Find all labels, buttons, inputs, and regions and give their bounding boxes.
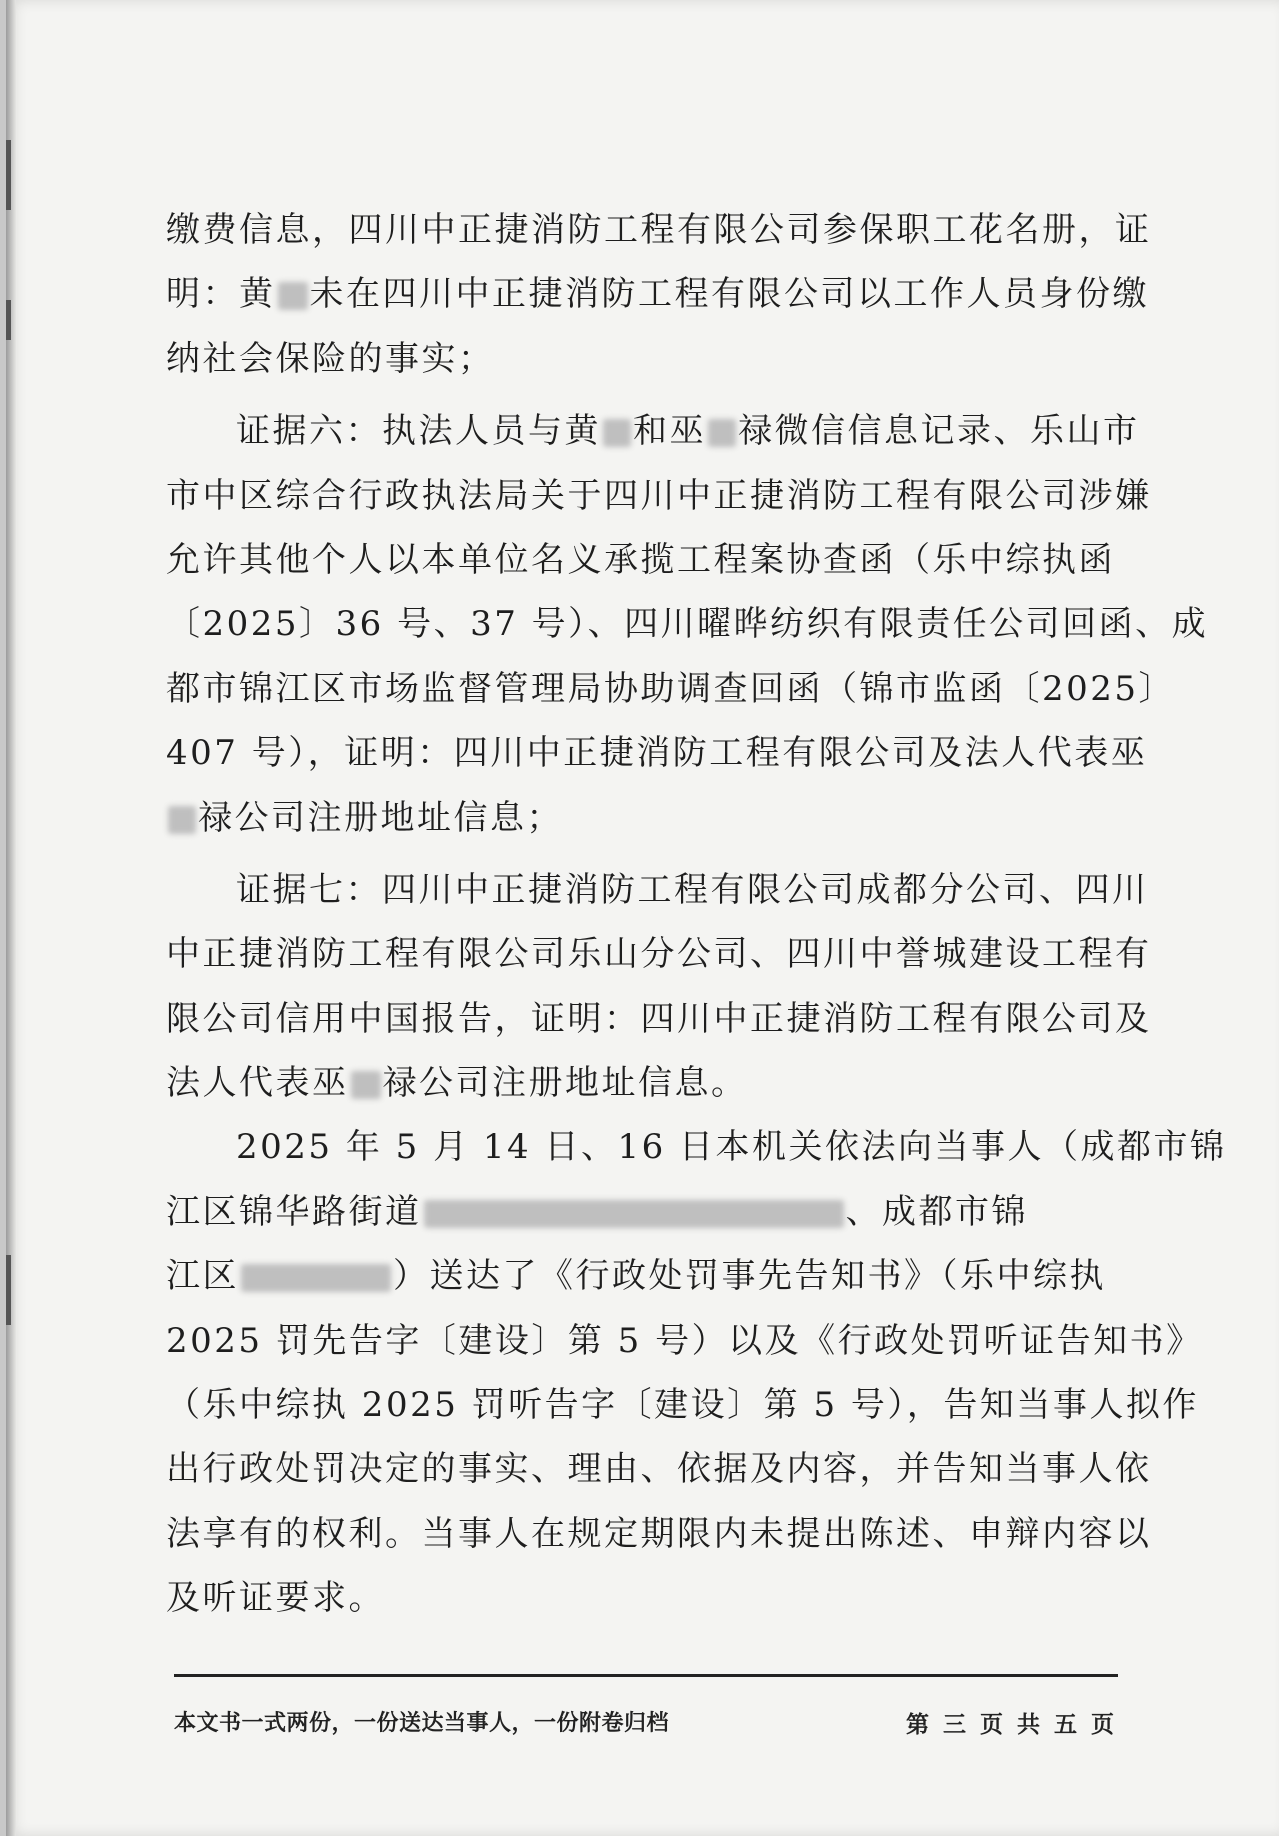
scan-edge-mark [6,140,11,210]
text-fragment: ）送达了《行政处罚事先告知书》（乐中综执 [393,1256,1106,1297]
text-line: 都市锦江区市场监督管理局协助调查回函（锦市监函〔2025〕 [166,668,1176,709]
text-line: 2025 罚先告字〔建设〕第 5 号）以及《行政处罚听证告知书》 [166,1320,1203,1361]
text-fragment: 禄公司注册地址信息。 [382,1063,748,1104]
scan-edge-mark [6,1255,11,1325]
text-fragment: 江区 [166,1256,239,1297]
text-fragment: 明：黄 [166,274,276,315]
text-line: 出行政处罚决定的事实、理由、依据及内容，并告知当事人依 [166,1449,1152,1490]
footer-copies-note: 本文书一式两份，一份送达当事人，一份附卷归档 [174,1711,670,1736]
text-line: 2025 年 5 月 14 日、16 日本机关依法向当事人（成都市锦 [236,1127,1227,1168]
text-line: 〔2025〕36 号、37 号）、四川曜晔纺织有限责任公司回函、成 [166,604,1209,645]
text-fragment: 、成都市锦 [845,1191,1028,1232]
text-fragment: 禄微信信息记录、乐山市 [738,411,1140,452]
scan-edge-mark [6,300,11,340]
text-line [166,1180,1102,1244]
text-fragment: 法人代表巫 [166,1063,349,1104]
text-line [166,786,1102,850]
text-line: 及听证要求。 [166,1578,385,1619]
text-line: 纳社会保险的事实； [166,338,495,379]
document-body [166,198,1227,1631]
redaction-blur [351,1071,381,1099]
text-line: 市中区综合行政执法局关于四川中正捷消防工程有限公司涉嫌 [166,475,1152,516]
text-fragment: 证据六：执法人员与黄 [236,411,601,452]
text-line: 中正捷消防工程有限公司乐山分公司、四川中誉城建设工程有 [166,934,1152,975]
text-line: 允许其他个人以本单位名义承揽工程案协查函（乐中综执函 [166,539,1115,580]
text-fragment: 禄公司注册地址信息； [198,797,563,838]
document-page [6,0,1279,1836]
text-line: 证据七：四川中正捷消防工程有限公司成都分公司、四川 [236,869,1149,910]
redaction-blur [708,419,736,447]
page-left-edge [6,0,16,1836]
text-line: 限公司信用中国报告，证明：四川中正捷消防工程有限公司及 [166,998,1152,1039]
text-fragment: 江区锦华路街道 [166,1191,422,1232]
text-fragment: 和巫 [633,411,706,452]
redaction-blur [603,419,631,447]
text-line: （乐中综执 2025 罚听告字〔建设〕第 5 号），告知当事人拟作 [166,1385,1199,1426]
footer-divider [174,1674,1118,1677]
text-line [166,1244,1106,1308]
text-line: 407 号），证明：四川中正捷消防工程有限公司及法人代表巫 [166,733,1148,774]
text-fragment: 未在四川中正捷消防工程有限公司以工作人员身份缴 [309,274,1149,315]
redaction-blur [241,1264,391,1292]
footer-page-indicator: 第 三 页 共 五 页 [905,1712,1117,1738]
text-line [166,1051,1102,1115]
text-line: 缴费信息，四川中正捷消防工程有限公司参保职工花名册，证 [166,210,1152,250]
redaction-blur [168,806,196,834]
text-line [166,262,1149,326]
redaction-blur [278,282,308,310]
text-line [166,399,1140,463]
text-line: 法享有的权利。当事人在规定期限内未提出陈述、申辩内容以 [166,1513,1152,1554]
redaction-blur [424,1200,844,1228]
